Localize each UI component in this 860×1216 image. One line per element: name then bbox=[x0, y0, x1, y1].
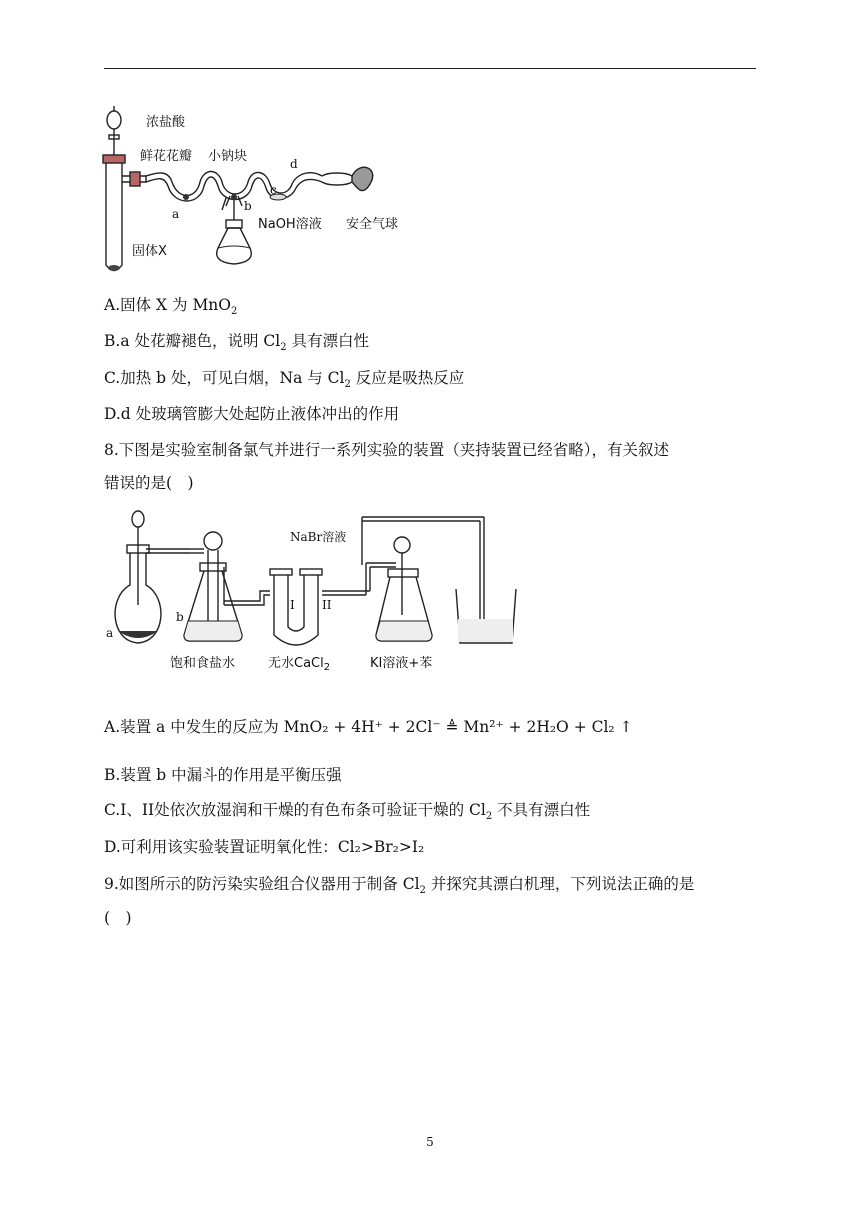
q8-stem-line2: 错误的是( ) bbox=[104, 474, 194, 492]
figure-apparatus-2 bbox=[100, 505, 520, 675]
label-b2: b bbox=[176, 610, 184, 624]
label-a2: a bbox=[106, 626, 114, 640]
label-a: a bbox=[172, 207, 180, 221]
header-rule bbox=[104, 68, 756, 69]
label-saturated-nacl: 饱和食盐水 bbox=[170, 656, 236, 671]
label-b: b bbox=[244, 199, 252, 213]
q7-option-b: B.a 处花瓣褪色，说明 $Cl_2$ 具有漂白性 bbox=[104, 332, 370, 354]
label-cacl2: 无水CaCl$_2$ bbox=[268, 656, 331, 673]
q8-option-b: B.装置 b 中漏斗的作用是平衡压强 bbox=[104, 766, 342, 784]
page-number: 5 bbox=[426, 1135, 434, 1149]
q8-stem-line1: 8.下图是实验室制备氯气并进行一系列实验的装置（夹持装置已经省略），有关叙述 bbox=[104, 441, 670, 459]
q8-option-c: C.I、II处依次放湿润和干燥的有色布条可验证干燥的 $Cl_2$ 不具有漂白性 bbox=[104, 801, 591, 823]
q8-option-d: D.可利用该实验装置证明氧化性：Cl₂>Br₂>I₂ bbox=[104, 838, 425, 856]
q7-option-c: C.加热 b 处，可见白烟，Na 与 $Cl_2$ 反应是吸热反应 bbox=[104, 369, 465, 391]
label-sodium: 小钠块 bbox=[208, 149, 248, 164]
q8-option-a: A.装置 a 中发生的反应为 MnO₂ + 4H⁺ + 2Cl⁻ ≜ Mn²⁺ + 2H₂O + Cl₂ ↑ bbox=[104, 718, 633, 736]
label-c: c bbox=[270, 183, 277, 197]
label-balloon: 安全气球 bbox=[346, 217, 399, 232]
figure-apparatus-1 bbox=[100, 100, 420, 280]
label-naoh: NaOH溶液 bbox=[258, 217, 322, 232]
q7-option-a: A.固体 X 为 MnO$_2$ bbox=[104, 296, 238, 318]
label-petals: 鲜花花瓣 bbox=[140, 149, 193, 164]
q9-stem-line2: ( ) bbox=[104, 909, 132, 927]
label-conc-hcl: 浓盐酸 bbox=[146, 115, 186, 130]
label-solid-x: 固体X bbox=[132, 244, 167, 259]
q9-stem-line1: 9.如图所示的防污染实验组合仪器用于制备 $Cl_2$ 并探究其漂白机理，下列说法正确的是 bbox=[104, 875, 695, 897]
label-ki-benzene: KI溶液+苯 bbox=[370, 656, 433, 671]
label-ii: II bbox=[322, 598, 332, 612]
q7-option-d: D.d 处玻璃管膨大处起防止液体冲出的作用 bbox=[104, 405, 400, 423]
label-i: I bbox=[290, 598, 295, 612]
label-d: d bbox=[290, 157, 298, 171]
label-nabr: NaBr溶液 bbox=[290, 530, 347, 544]
